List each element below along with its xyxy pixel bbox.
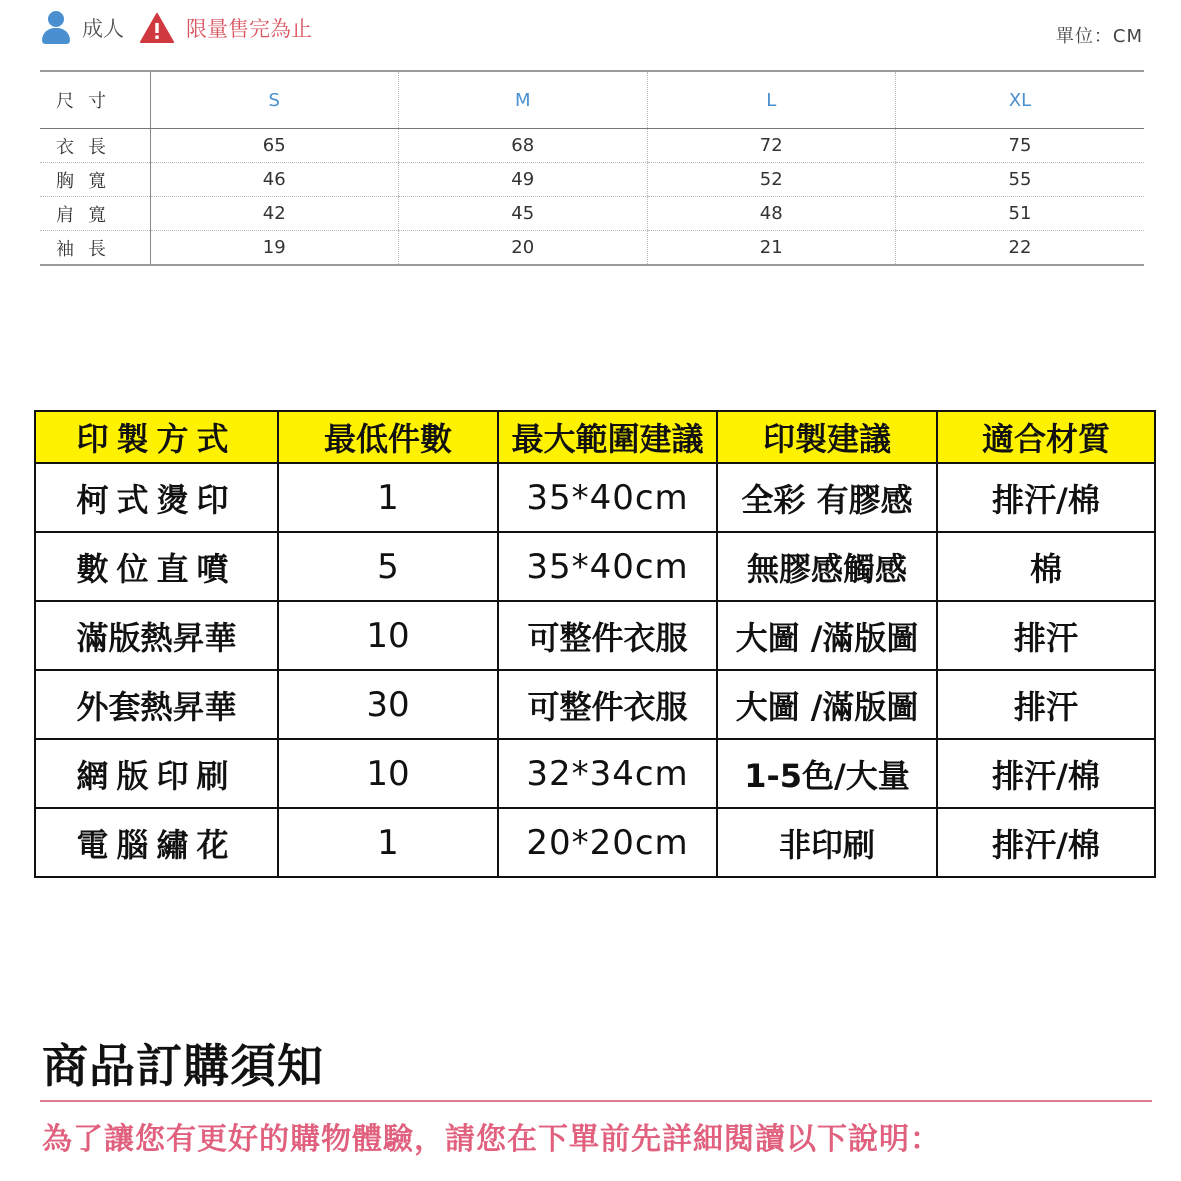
table-cell: 22 xyxy=(896,231,1145,266)
table-row xyxy=(35,739,1155,808)
material-cell: 排汗/棉 xyxy=(937,808,1155,877)
table-row xyxy=(40,197,1144,231)
material-cell: 棉 xyxy=(937,532,1155,601)
table-cell: 21 xyxy=(647,231,896,266)
table-row xyxy=(40,231,1144,266)
min-qty-cell: 5 xyxy=(278,532,498,601)
table-row xyxy=(35,670,1155,739)
min-qty-cell: 10 xyxy=(278,739,498,808)
method-cell: 電腦繡花 xyxy=(35,808,278,877)
range-cell: 35*40cm xyxy=(498,463,717,532)
size-s: S xyxy=(150,71,399,129)
advice-cell: 大圖 /滿版圖 xyxy=(717,670,937,739)
range-cell: 35*40cm xyxy=(498,532,717,601)
material-cell: 排汗/棉 xyxy=(937,739,1155,808)
table-cell: 49 xyxy=(399,163,648,197)
method-cell: 滿版熱昇華 xyxy=(35,601,278,670)
table-cell: 72 xyxy=(647,129,896,163)
table-cell: 42 xyxy=(150,197,399,231)
table-cell: 51 xyxy=(896,197,1145,231)
size-m: M xyxy=(399,71,648,129)
table-cell: 20 xyxy=(399,231,648,266)
advice-cell: 1-5色/大量 xyxy=(717,739,937,808)
material-cell: 排汗/棉 xyxy=(937,463,1155,532)
method-cell: 網版印刷 xyxy=(35,739,278,808)
notice-subtitle: 為了讓您有更好的購物體驗，請您在下單前先詳細閱讀以下說明： xyxy=(42,1122,941,1157)
table-cell: 68 xyxy=(399,129,648,163)
min-qty-cell: 30 xyxy=(278,670,498,739)
divider xyxy=(40,1100,1152,1102)
method-cell: 外套熱昇華 xyxy=(35,670,278,739)
table-cell: 52 xyxy=(647,163,896,197)
warning-icon xyxy=(140,13,174,43)
table-cell: 55 xyxy=(896,163,1145,197)
size-xl: XL xyxy=(896,71,1145,129)
row-label: 袖長 xyxy=(40,231,150,266)
header-print-advice: 印製建議 xyxy=(717,411,937,463)
print-method-table xyxy=(34,410,1156,878)
person-icon xyxy=(42,11,70,45)
table-cell: 48 xyxy=(647,197,896,231)
table-cell: 45 xyxy=(399,197,648,231)
size-label-header: 尺寸 xyxy=(40,71,150,129)
table-row xyxy=(35,463,1155,532)
audience-label: 成人 xyxy=(82,17,124,41)
size-chart xyxy=(40,70,1144,266)
table-cell: 46 xyxy=(150,163,399,197)
limited-stock-label: 限量售完為止 xyxy=(186,17,312,41)
row-label: 衣長 xyxy=(40,129,150,163)
product-header xyxy=(42,8,312,48)
material-cell: 排汗 xyxy=(937,670,1155,739)
table-cell: 65 xyxy=(150,129,399,163)
header-print-method: 印製方式 xyxy=(35,411,278,463)
min-qty-cell: 1 xyxy=(278,463,498,532)
header-min-qty: 最低件數 xyxy=(278,411,498,463)
notice-title: 商品訂購須知 xyxy=(42,1039,324,1093)
table-cell: 75 xyxy=(896,129,1145,163)
row-label: 肩寬 xyxy=(40,197,150,231)
table-cell: 19 xyxy=(150,231,399,266)
size-l: L xyxy=(647,71,896,129)
method-cell: 柯式燙印 xyxy=(35,463,278,532)
min-qty-cell: 1 xyxy=(278,808,498,877)
table-row xyxy=(35,601,1155,670)
table-row xyxy=(40,129,1144,163)
table-row xyxy=(40,163,1144,197)
table-row xyxy=(35,532,1155,601)
unit-label: 單位：CM xyxy=(1055,26,1143,47)
advice-cell: 非印刷 xyxy=(717,808,937,877)
advice-cell: 大圖 /滿版圖 xyxy=(717,601,937,670)
min-qty-cell: 10 xyxy=(278,601,498,670)
material-cell: 排汗 xyxy=(937,601,1155,670)
header-material: 適合材質 xyxy=(937,411,1155,463)
header-max-range: 最大範圍建議 xyxy=(498,411,717,463)
range-cell: 20*20cm xyxy=(498,808,717,877)
range-cell: 32*34cm xyxy=(498,739,717,808)
range-cell: 可整件衣服 xyxy=(498,601,717,670)
advice-cell: 無膠感觸感 xyxy=(717,532,937,601)
row-label: 胸寬 xyxy=(40,163,150,197)
print-header-row xyxy=(35,411,1155,463)
advice-cell: 全彩 有膠感 xyxy=(717,463,937,532)
table-row xyxy=(35,808,1155,877)
method-cell: 數位直噴 xyxy=(35,532,278,601)
size-header-row xyxy=(40,71,1144,129)
range-cell: 可整件衣服 xyxy=(498,670,717,739)
